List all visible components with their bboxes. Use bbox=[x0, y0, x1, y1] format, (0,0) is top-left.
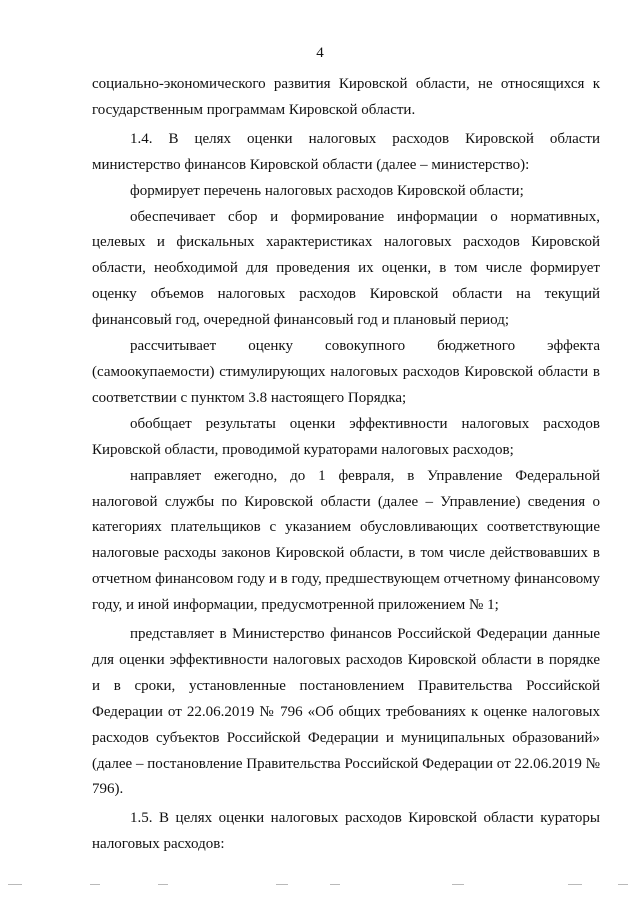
clause-1-5-paragraph: 1.5. В целях оценки налоговых расходов Кировской области кураторы налоговых расходов: bbox=[92, 810, 600, 853]
list-item-paragraph: обеспечивает сбор и формирование информации о нормативных, целевых и фискальных характеристиках налоговых расходов Кировской области, необходимой для проведения их оценки, в том числе формирует оценку объемов налоговых расходов Кировской области на текущий финансовый год, очередной финансовый год и плановый период; bbox=[92, 208, 600, 329]
page-number: 4 bbox=[316, 45, 324, 61]
scan-artifact bbox=[568, 884, 582, 885]
scan-artifact bbox=[618, 884, 628, 885]
document-body bbox=[92, 72, 600, 858]
scan-artifacts bbox=[0, 880, 640, 892]
scan-artifact bbox=[90, 884, 100, 885]
list-item-paragraph: рассчитывает оценку совокупного бюджетного эффекта (самоокупаемости) стимулирующих налоговых расходов Кировской области в соответствии с пунктом 3.8 настоящего Порядка; bbox=[92, 338, 600, 406]
list-item-paragraph: представляет в Министерство финансов Российской Федерации данные для оценки эффективности налоговых расходов Кировской области в порядке и в сроки, установленные постановлением Правительства Российской Федерации от 22.06.2019 № 796 «Об общих требованиях к оценке налоговых расходов субъектов Российской Федерации и муниципальных образований» (далее – постановление Правительства Российской Федерации от 22.06.2019 № 796). bbox=[92, 626, 600, 798]
list-item-paragraph: обобщает результаты оценки эффективности налоговых расходов Кировской области, проводимой кураторами налоговых расходов; bbox=[92, 415, 600, 458]
scan-artifact bbox=[8, 884, 22, 885]
scan-artifact bbox=[276, 884, 288, 885]
list-item-paragraph: направляет ежегодно, до 1 февраля, в Управление Федеральной налоговой службы по Кировской области (далее – Управление) сведения о категориях плательщиков с указанием обусловливающих соответствующие налоговые расходы законов Кировской области, в том числе действовавших в отчетном финансовом году и в году, предшествующем отчетному финансовому году, и иной информации, предусмотренной приложением № 1; bbox=[92, 467, 601, 614]
scan-artifact bbox=[452, 884, 464, 885]
clause-1-4-paragraph: 1.4. В целях оценки налоговых расходов Кировской области министерство финансов Кировской области (далее – министерство): bbox=[92, 130, 600, 173]
continuation-paragraph: социально-экономического развития Кировской области, не относящихся к государственным программам Кировской области. bbox=[92, 76, 600, 118]
scan-artifact bbox=[158, 884, 168, 885]
scan-artifact bbox=[330, 884, 340, 885]
list-item-paragraph: формирует перечень налоговых расходов Кировской области; bbox=[130, 182, 524, 199]
